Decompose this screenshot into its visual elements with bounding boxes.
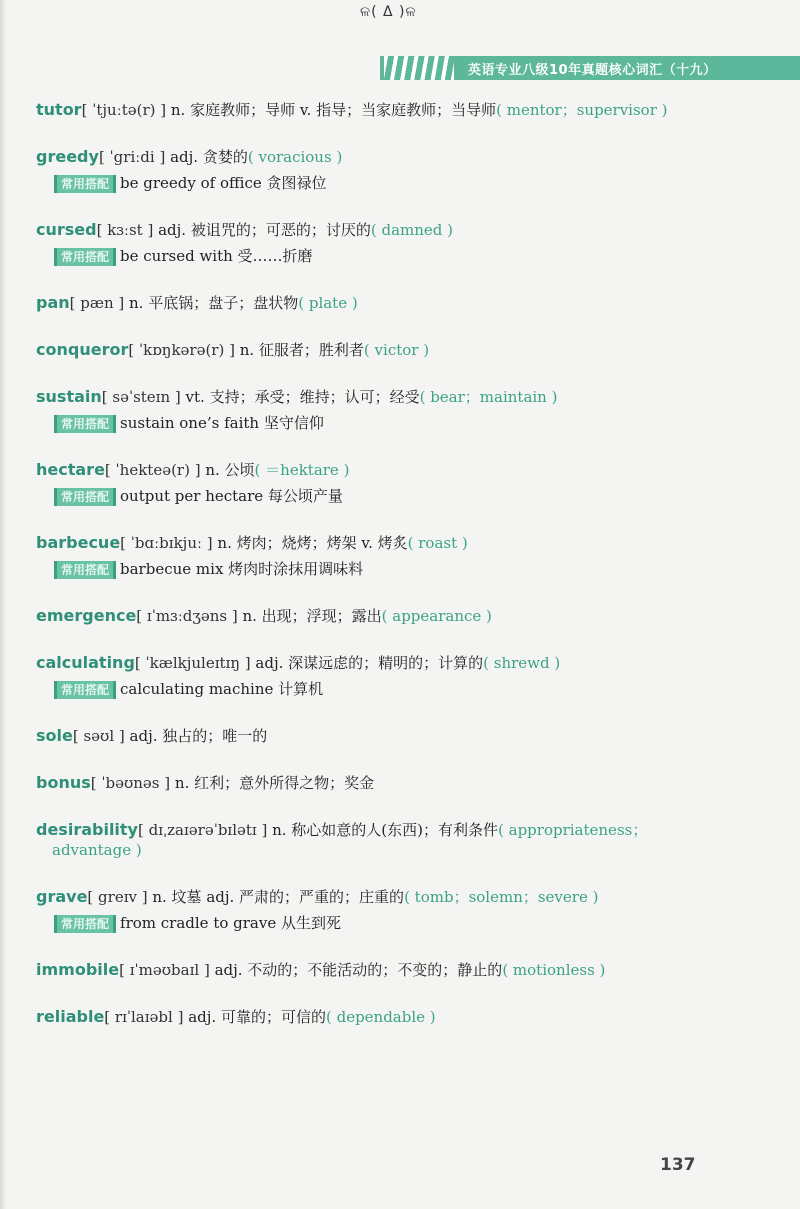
phonetic: [ ˈhekteə(r) ]: [104, 461, 201, 479]
vocabulary-list: [36, 100, 696, 1054]
synonyms: ( plate ): [298, 294, 358, 312]
headword: conqueror: [36, 340, 129, 359]
collocation-line: [54, 913, 696, 933]
phonetic: [ ˈbəʊnəs ]: [90, 774, 171, 792]
headword: sole: [36, 726, 73, 745]
phonetic: [ ˈtjuːtə(r) ]: [81, 101, 167, 119]
collocation-line: [54, 246, 696, 266]
collocation-line: [54, 559, 696, 579]
vocab-entry-barbecue: [36, 533, 696, 579]
phonetic: [ ˈbɑːbɪkjuː ]: [120, 534, 213, 552]
entry-line: [36, 960, 696, 980]
phonetic: [ ˈgriːdi ]: [98, 148, 166, 166]
definition: adj. 独占的；唯一的: [124, 727, 268, 745]
entry-line: [36, 820, 696, 860]
definition: n. 征服者；胜利者: [234, 341, 364, 359]
definition: n. 公顷: [200, 461, 255, 479]
vocab-entry-emergence: [36, 606, 696, 626]
entry-line: [36, 460, 696, 480]
headword: calculating: [36, 653, 135, 672]
headword: barbecue: [36, 533, 121, 552]
definition: n. 称心如意的人(东西)；有利条件: [267, 821, 499, 839]
headword: cursed: [36, 220, 97, 239]
vocab-entry-sole: [36, 726, 696, 746]
synonyms: ( dependable ): [325, 1008, 436, 1026]
entry-line: [36, 653, 696, 673]
vocab-entry-grave: [36, 887, 696, 933]
collocation-tag: 常用搭配: [54, 415, 116, 433]
collocation-text: be greedy of office 贪图禄位: [120, 174, 327, 192]
headword: grave: [36, 887, 88, 906]
headword: greedy: [36, 147, 99, 166]
definition: vt. 支持；承受；维持；认可；经受: [180, 388, 420, 406]
entry-line: [36, 773, 696, 793]
vocab-entry-sustain: [36, 387, 696, 433]
synonyms: ( ＝hektare ): [254, 461, 350, 479]
collocation-line: [54, 679, 696, 699]
synonyms: ( tomb；solemn；severe ): [404, 888, 599, 906]
synonyms: ( voracious ): [247, 148, 343, 166]
synonyms: ( roast ): [407, 534, 468, 552]
collocation-line: [54, 413, 696, 433]
headword: desirability: [36, 820, 138, 839]
phonetic: [ ˈkɒŋkərə(r) ]: [128, 341, 235, 359]
banner-stripes: [384, 56, 454, 80]
entry-line: [36, 340, 696, 360]
vocab-entry-greedy: [36, 147, 696, 193]
definition: adj. 被诅咒的；可恶的；讨厌的: [153, 221, 371, 239]
vocab-entry-conqueror: [36, 340, 696, 360]
definition: adj. 深谋远虑的；精明的；计算的: [250, 654, 484, 672]
collocation-tag: 常用搭配: [54, 681, 116, 699]
headword: hectare: [36, 460, 105, 479]
synonyms: ( appearance ): [381, 607, 492, 625]
vocab-entry-reliable: [36, 1007, 696, 1027]
entry-line: [36, 387, 696, 407]
phonetic: [ ɪˈmɜːdʒəns ]: [136, 607, 238, 625]
page-edge: [0, 0, 6, 1209]
collocation-text: sustain one’s faith 坚守信仰: [120, 414, 324, 432]
header-logo: ଳ( Δ )ଳ: [360, 4, 417, 20]
synonyms: ( damned ): [370, 221, 454, 239]
headword: tutor: [36, 100, 82, 119]
synonyms: ( bear；maintain ): [419, 388, 558, 406]
headword: pan: [36, 293, 70, 312]
vocab-entry-desirability: [36, 820, 696, 860]
headword: reliable: [36, 1007, 105, 1026]
entry-line: [36, 887, 696, 907]
collocation-text: output per hectare 每公顷产量: [120, 487, 343, 505]
synonyms-continued: advantage ): [52, 841, 142, 859]
entry-line: [36, 533, 696, 553]
phonetic: [ ɪˈməʊbaɪl ]: [119, 961, 210, 979]
collocation-tag: 常用搭配: [54, 561, 116, 579]
vocab-entry-cursed: [36, 220, 696, 266]
phonetic: [ rɪˈlaɪəbl ]: [104, 1008, 184, 1026]
collocation-line: [54, 173, 696, 193]
definition: n. 红利；意外所得之物；奖金: [170, 774, 375, 792]
vocab-entry-hectare: [36, 460, 696, 506]
definition: n. 坟墓 adj. 严肃的；严重的；庄重的: [147, 888, 405, 906]
phonetic: [ greɪv ]: [87, 888, 148, 906]
collocation-tag: 常用搭配: [54, 175, 116, 193]
vocab-entry-bonus: [36, 773, 696, 793]
phonetic: [ dɪˌzaɪərəˈbɪlətɪ ]: [137, 821, 268, 839]
definition: n. 家庭教师；导师 v. 指导；当家庭教师；当导师: [166, 101, 497, 119]
vocab-entry-pan: [36, 293, 696, 313]
entry-line: [36, 147, 696, 167]
collocation-text: from cradle to grave 从生到死: [120, 914, 341, 932]
phonetic: [ pæn ]: [69, 294, 125, 312]
phonetic: [ kɜːst ]: [96, 221, 154, 239]
collocation-tag: 常用搭配: [54, 488, 116, 506]
collocation-text: be cursed with 受……折磨: [120, 247, 313, 265]
synonyms: ( motionless ): [502, 961, 606, 979]
collocation-text: calculating machine 计算机: [120, 680, 324, 698]
banner-title: 英语专业八级10年真题核心词汇（十九）: [468, 63, 717, 78]
definition: adj. 贪婪的: [165, 148, 248, 166]
vocab-entry-tutor: [36, 100, 696, 120]
entry-line: [36, 293, 696, 313]
synonyms: ( appropriateness；: [498, 821, 648, 839]
phonetic: [ ˈkælkjuleɪtɪŋ ]: [134, 654, 251, 672]
page-number: 137: [660, 1155, 696, 1175]
headword: sustain: [36, 387, 102, 406]
definition: n. 出现；浮现；露出: [237, 607, 382, 625]
entry-line: [36, 1007, 696, 1027]
definition: n. 烤肉；烧烤；烤架 v. 烤炙: [212, 534, 408, 552]
collocation-tag: 常用搭配: [54, 248, 116, 266]
definition: adj. 不动的；不能活动的；不变的；静止的: [209, 961, 503, 979]
vocab-entry-calculating: [36, 653, 696, 699]
phonetic: [ səʊl ]: [72, 727, 125, 745]
collocation-line: [54, 486, 696, 506]
synonyms: ( victor ): [363, 341, 430, 359]
vocab-entry-immobile: [36, 960, 696, 980]
collocation-tag: 常用搭配: [54, 915, 116, 933]
collocation-text: barbecue mix 烤肉时涂抹用调味料: [120, 560, 364, 578]
headword: emergence: [36, 606, 137, 625]
entry-line: [36, 726, 696, 746]
definition: adj. 可靠的；可信的: [183, 1008, 326, 1026]
headword: bonus: [36, 773, 91, 792]
entry-line: [36, 220, 696, 240]
entry-line: [36, 100, 696, 120]
phonetic: [ səˈsteɪn ]: [101, 388, 181, 406]
definition: n. 平底锅；盘子；盘状物: [124, 294, 299, 312]
headword: immobile: [36, 960, 120, 979]
synonyms: ( mentor；supervisor ): [496, 101, 668, 119]
entry-line: [36, 606, 696, 626]
synonyms: ( shrewd ): [483, 654, 561, 672]
